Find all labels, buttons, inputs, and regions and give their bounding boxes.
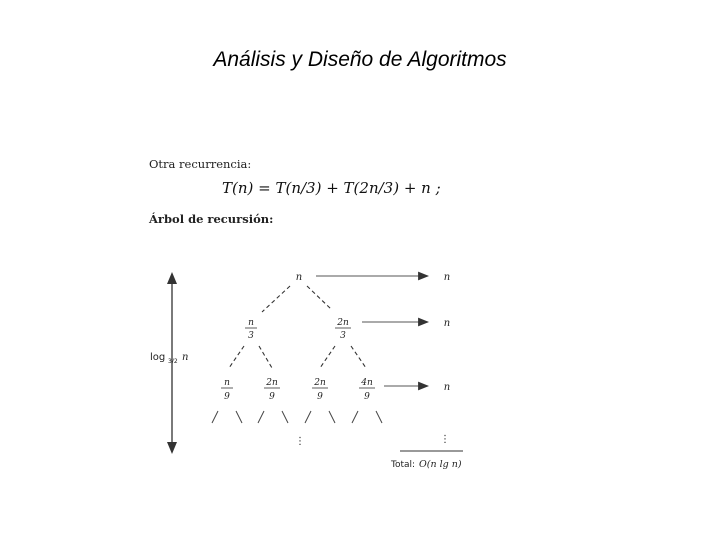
root-node: n <box>295 272 303 283</box>
edge-root-right <box>307 286 332 310</box>
node-l1-1-den: 3 <box>340 331 346 341</box>
recurrence-formula: T(n) = T(n/3) + T(2n/3) + n ; <box>222 179 441 197</box>
node-l2-2-den: 9 <box>317 392 323 402</box>
total-value: O(n lg n) <box>419 459 462 470</box>
tree-label: Árbol de recursión: <box>149 212 274 226</box>
slide-title: Análisis y Diseño de Algoritmos <box>213 48 507 71</box>
node-2n-over-3 <box>335 318 351 341</box>
node-l2-1-num: 2n <box>266 378 278 388</box>
node-l1-0-num: n <box>248 318 254 328</box>
level2-edges <box>212 411 382 423</box>
edge-l1-1-left <box>320 346 335 368</box>
row-cost-ellipsis: ⋮ <box>440 434 450 445</box>
row-cost-0: n <box>443 272 451 283</box>
node-l2-0-den: 9 <box>224 392 230 402</box>
total-label: Total: <box>391 460 416 470</box>
node-l2-3-den: 9 <box>364 392 370 402</box>
row-cost-1: n <box>443 318 451 329</box>
node-l2-2-num: 2n <box>314 378 326 388</box>
node-n-over-3 <box>245 318 257 341</box>
node-n-over-9 <box>221 378 233 402</box>
node-l1-0-den: 3 <box>248 331 254 341</box>
node-l2-3-num: 4n <box>361 378 373 388</box>
edge-l1-1-right <box>351 346 366 368</box>
node-4n-over-9 <box>359 378 375 402</box>
edge-root-left <box>262 286 290 312</box>
height-arg-label: n <box>182 352 189 363</box>
intro-label: Otra recurrencia: <box>149 157 252 171</box>
tree-ellipsis: ⋮ <box>295 436 305 447</box>
node-2n-over-9-b <box>312 378 328 402</box>
height-log-label: log <box>150 352 166 363</box>
edge-l1-0-left <box>229 346 244 368</box>
node-2n-over-9-a <box>264 378 280 402</box>
node-l1-1-num: 2n <box>337 318 349 328</box>
node-l2-0-num: n <box>224 378 230 388</box>
edge-l1-0-right <box>259 346 272 368</box>
node-l2-1-den: 9 <box>269 392 275 402</box>
row-cost-2: n <box>443 382 451 393</box>
height-base-label: 3/2 <box>168 358 178 365</box>
